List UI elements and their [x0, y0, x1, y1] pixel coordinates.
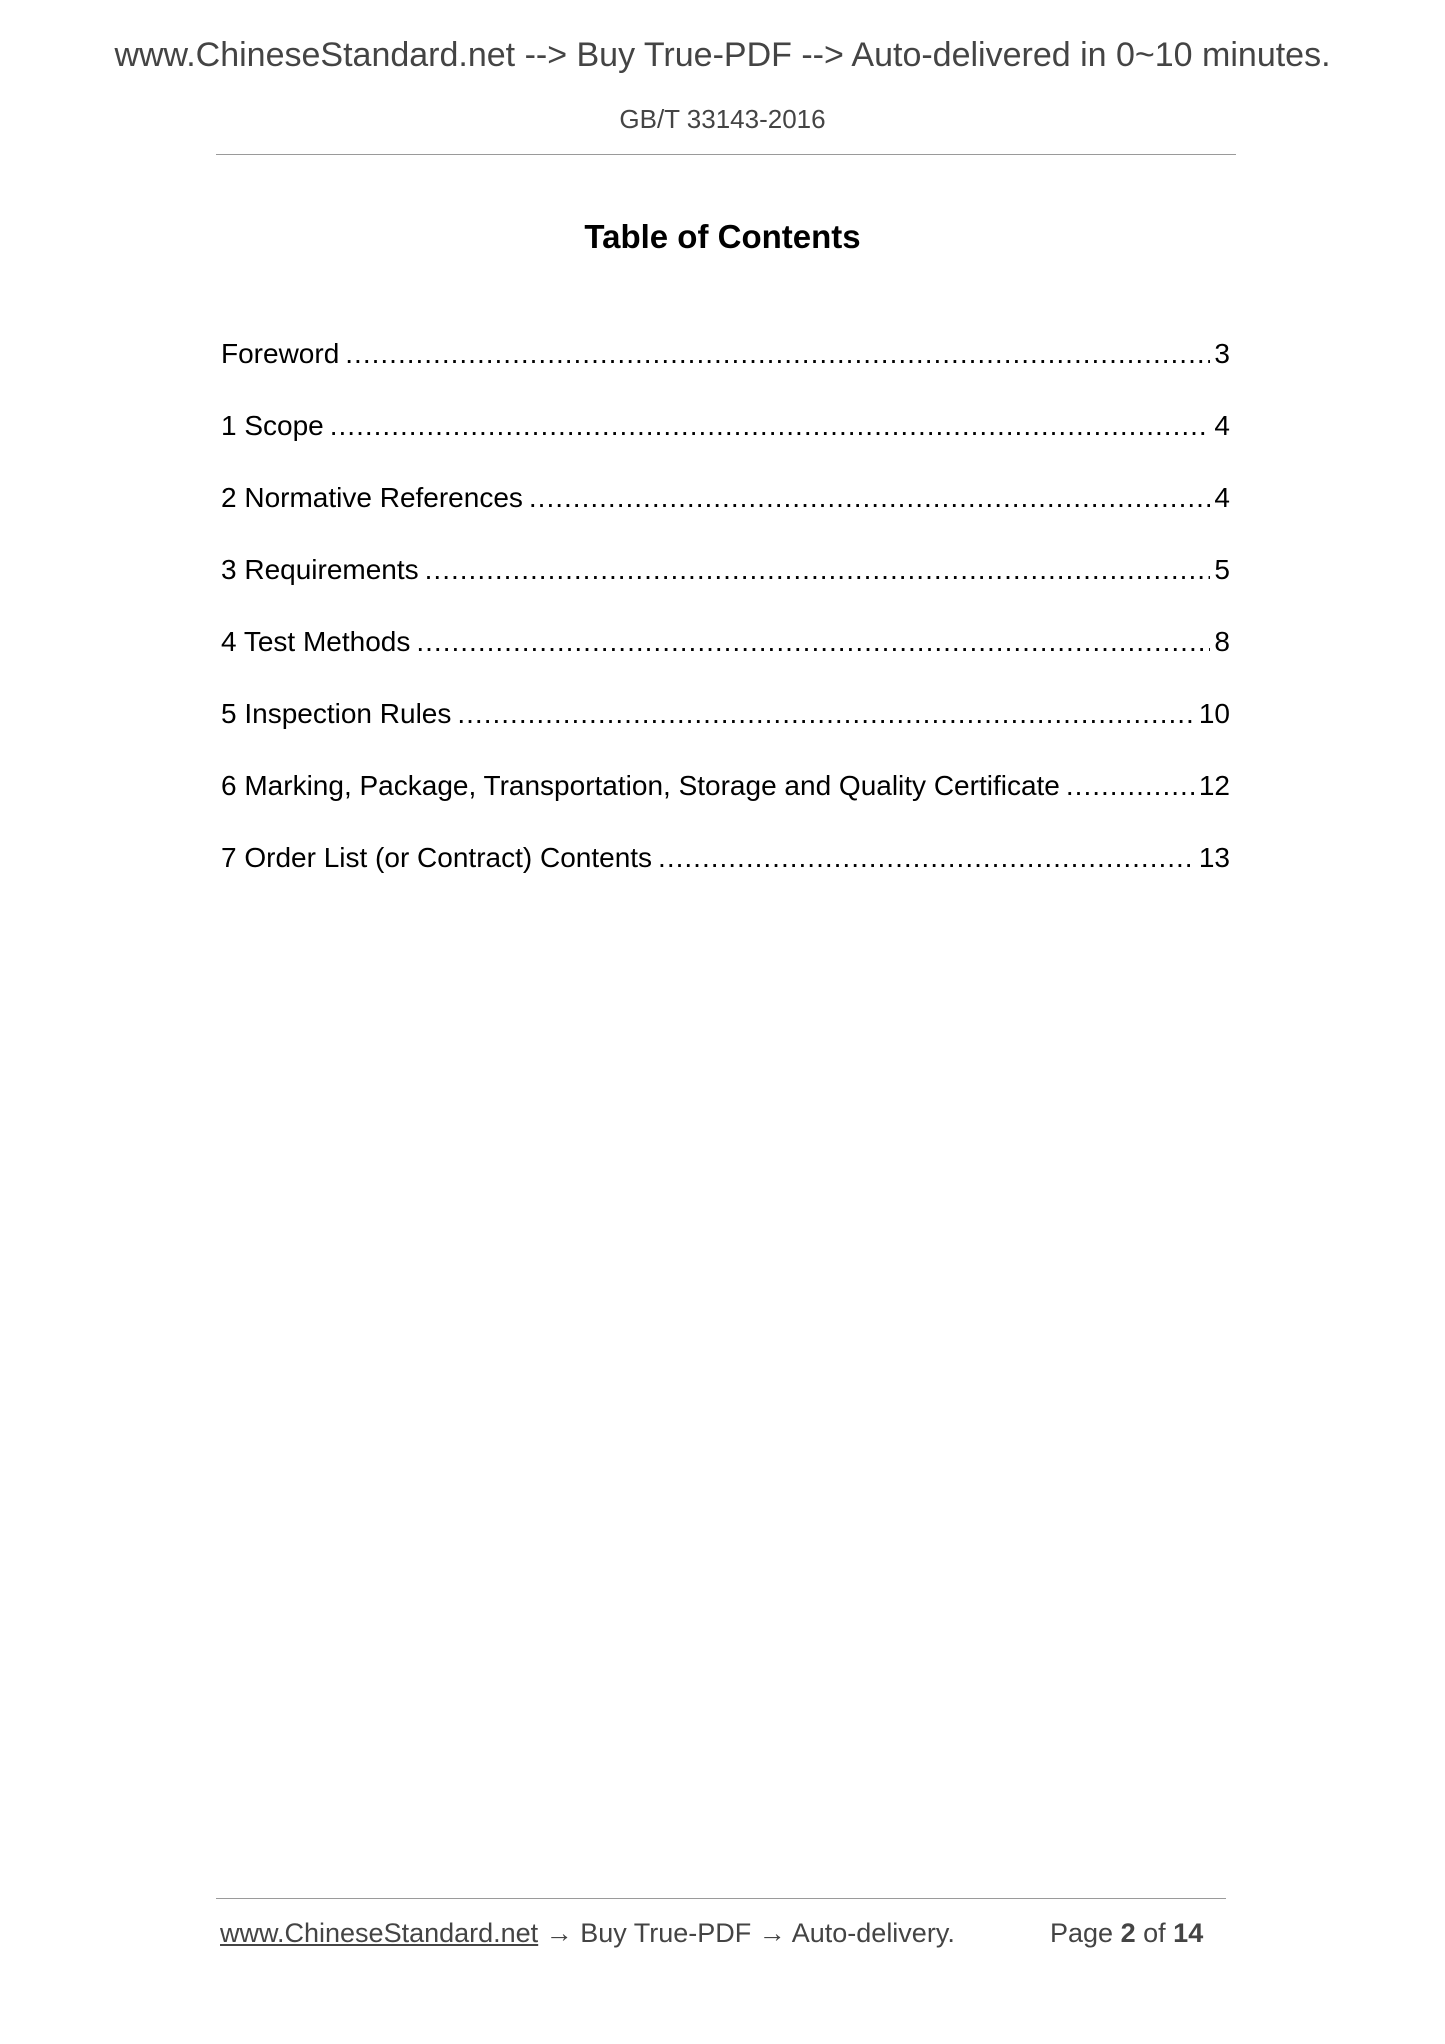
toc-dot-leader	[658, 842, 1195, 874]
toc-entry-page: 8	[1214, 626, 1230, 657]
top-banner: www.ChineseStandard.net --> Buy True-PDF --> Auto-delivered in 0~10 minutes.	[114, 36, 1331, 74]
toc-entry-label: 2 Normative References	[221, 482, 523, 513]
toc-entry-scope[interactable]	[221, 410, 1230, 482]
page-word: Page	[1050, 1918, 1114, 1948]
toc-entry-label: 7 Order List (or Contract) Contents	[221, 842, 653, 873]
toc-entry-page: 4	[1214, 410, 1230, 441]
footer-site-link[interactable]: www.ChineseStandard.net	[220, 1918, 539, 1948]
toc-dot-leader	[330, 410, 1211, 442]
toc-title: Table of Contents	[584, 218, 861, 255]
toc-entry-label: Foreword	[221, 338, 340, 369]
toc-entry-page: 10	[1198, 698, 1230, 729]
toc-dot-leader	[425, 554, 1211, 586]
footer-tagline-text: → Buy True-PDF → Auto-delivery.	[538, 1918, 955, 1948]
toc-entry-label: 4 Test Methods	[221, 626, 411, 657]
standard-number: GB/T 33143-2016	[619, 104, 826, 134]
toc-entry-label: 1 Scope	[221, 410, 324, 441]
toc-entry-normative-references[interactable]	[221, 482, 1230, 554]
toc-entry-order-list[interactable]	[221, 842, 1230, 914]
current-page-number: 2	[1120, 1918, 1136, 1948]
toc-entry-label: 3 Requirements	[221, 554, 419, 585]
toc-entry-test-methods[interactable]	[221, 626, 1230, 698]
toc-entry-inspection-rules[interactable]	[221, 698, 1230, 770]
of-word: of	[1143, 1918, 1166, 1948]
toc-entry-page: 13	[1198, 842, 1230, 873]
toc-dot-leader	[345, 338, 1210, 370]
footer-tagline	[220, 1918, 955, 1949]
toc-entry-requirements[interactable]	[221, 554, 1230, 626]
toc-entry-label: 5 Inspection Rules	[221, 698, 452, 729]
toc-dot-leader	[1066, 770, 1195, 802]
toc-dot-leader	[529, 482, 1211, 514]
toc-entry-page: 12	[1198, 770, 1230, 801]
footer-divider	[216, 1898, 1226, 1899]
header-divider	[216, 154, 1236, 155]
toc-entry-foreword[interactable]	[221, 338, 1230, 410]
toc-dot-leader	[416, 626, 1210, 658]
toc-list	[221, 338, 1230, 914]
toc-entry-page: 5	[1214, 554, 1230, 585]
toc-entry-label: 6 Marking, Package, Transportation, Storage and Quality Certificate	[221, 770, 1060, 801]
toc-entry-page: 4	[1214, 482, 1230, 513]
toc-dot-leader	[457, 698, 1194, 730]
total-pages-number: 14	[1173, 1918, 1204, 1948]
page-indicator	[1050, 1918, 1203, 1949]
toc-entry-marking-package[interactable]	[221, 770, 1230, 842]
toc-entry-page: 3	[1214, 338, 1230, 369]
